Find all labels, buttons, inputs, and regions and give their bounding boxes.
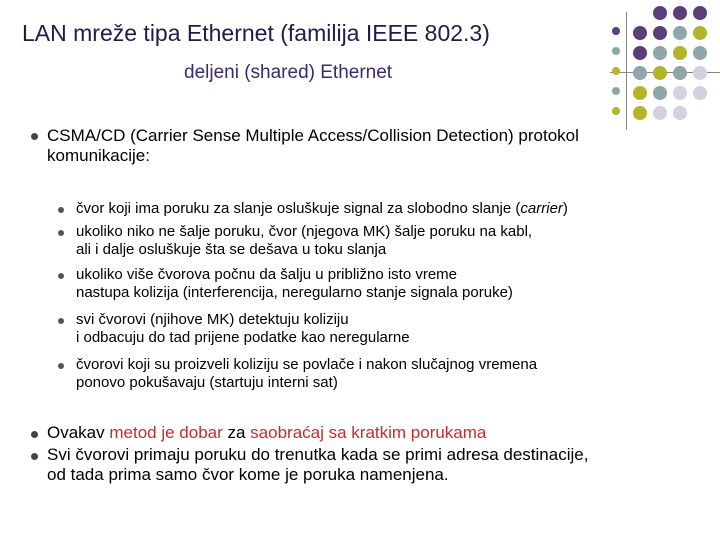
decorative-dot [653, 86, 667, 100]
sub-bullet-5 [76, 356, 537, 391]
text: od tada prima samo čvor kome je poruka namenjena. [47, 465, 449, 484]
text: ali i dalje osluškuje šta se dešava u toku slanja [76, 240, 387, 258]
decorative-dot [612, 107, 620, 115]
page-title: LAN mreže tipa Ethernet (familija IEEE 802.3) [22, 20, 490, 46]
decorative-dot [673, 106, 687, 120]
bullet-dot [58, 318, 64, 324]
bullet-dot [31, 431, 38, 438]
text: ) [562, 200, 568, 217]
divider-vertical [626, 12, 627, 130]
bullet-text-metod [47, 423, 486, 443]
bullet-dot [58, 207, 64, 213]
text: čvorovi koji su proizveli koliziju se povlače i nakon slučajnog vremena [76, 356, 538, 373]
decorative-dot [633, 106, 647, 120]
decorative-dot [693, 86, 707, 100]
decorative-dot [612, 47, 620, 55]
sub-bullet-2 [76, 223, 532, 258]
text: svi čvorovi (njihove MK) detektuju koliziju [76, 311, 349, 328]
decorative-dot [653, 26, 667, 40]
text: ponovo pokušavaju (startuju interni sat) [76, 373, 338, 391]
text: nastupa kolizija (interferencija, neregularno stanje signala poruke) [76, 283, 513, 301]
decorative-dot [653, 46, 667, 60]
decorative-dot [693, 66, 707, 80]
decorative-dot [693, 6, 707, 20]
sub-bullet-1 [76, 200, 568, 218]
decorative-dot [653, 66, 667, 80]
highlight-red: saobraćaj sa kratkim porukama [250, 423, 487, 442]
bullet-text-csma [47, 126, 579, 166]
text: Ovakav [47, 423, 110, 442]
text: ukoliko više čvorova počnu da šalju u približno isto vreme [76, 266, 458, 283]
decorative-dot [633, 26, 647, 40]
text: ukoliko niko ne šalje poruku, čvor (njegova MK) šalje poruku na kabl, [76, 223, 533, 240]
highlight-red: metod je dobar [109, 423, 223, 442]
bullet-dot [31, 133, 38, 140]
bullet-dot [31, 453, 38, 460]
page-subtitle: deljeni (shared) Ethernet [184, 62, 393, 83]
bullet-text-svi-cvorovi [47, 445, 588, 485]
decorative-dot [633, 66, 647, 80]
decorative-dot [633, 46, 647, 60]
bullet-line: CSMA/CD (Carrier Sense Multiple Access/Collision Detection) protokol [47, 126, 579, 145]
text: čvor koji ima poruku za slanje osluškuje signal za slobodno slanje ( [76, 200, 521, 217]
decorative-dot [653, 106, 667, 120]
bullet-dot [58, 230, 64, 236]
sub-bullet-4 [76, 311, 410, 346]
decorative-dot [673, 6, 687, 20]
decorative-dot [653, 6, 667, 20]
sub-bullet-3 [76, 266, 513, 301]
decorative-dot [673, 26, 687, 40]
text: i odbacuju do tad prijene podatke kao neregularne [76, 328, 410, 346]
decorative-dot [693, 46, 707, 60]
decorative-dot [612, 87, 620, 95]
bullet-dot [58, 363, 64, 369]
decorative-dot [673, 46, 687, 60]
bullet-line: komunikacije: [47, 146, 150, 165]
decorative-dot [693, 26, 707, 40]
decorative-dot [673, 86, 687, 100]
decorative-dot [633, 86, 647, 100]
italic-term: carrier [520, 200, 563, 217]
bullet-dot [58, 273, 64, 279]
decorative-dot [612, 67, 620, 75]
decorative-dot [612, 27, 620, 35]
decorative-dot [673, 66, 687, 80]
text: za [222, 423, 251, 442]
text: Svi čvorovi primaju poruku do trenutka kada se primi adresa destinacije, [47, 445, 589, 464]
